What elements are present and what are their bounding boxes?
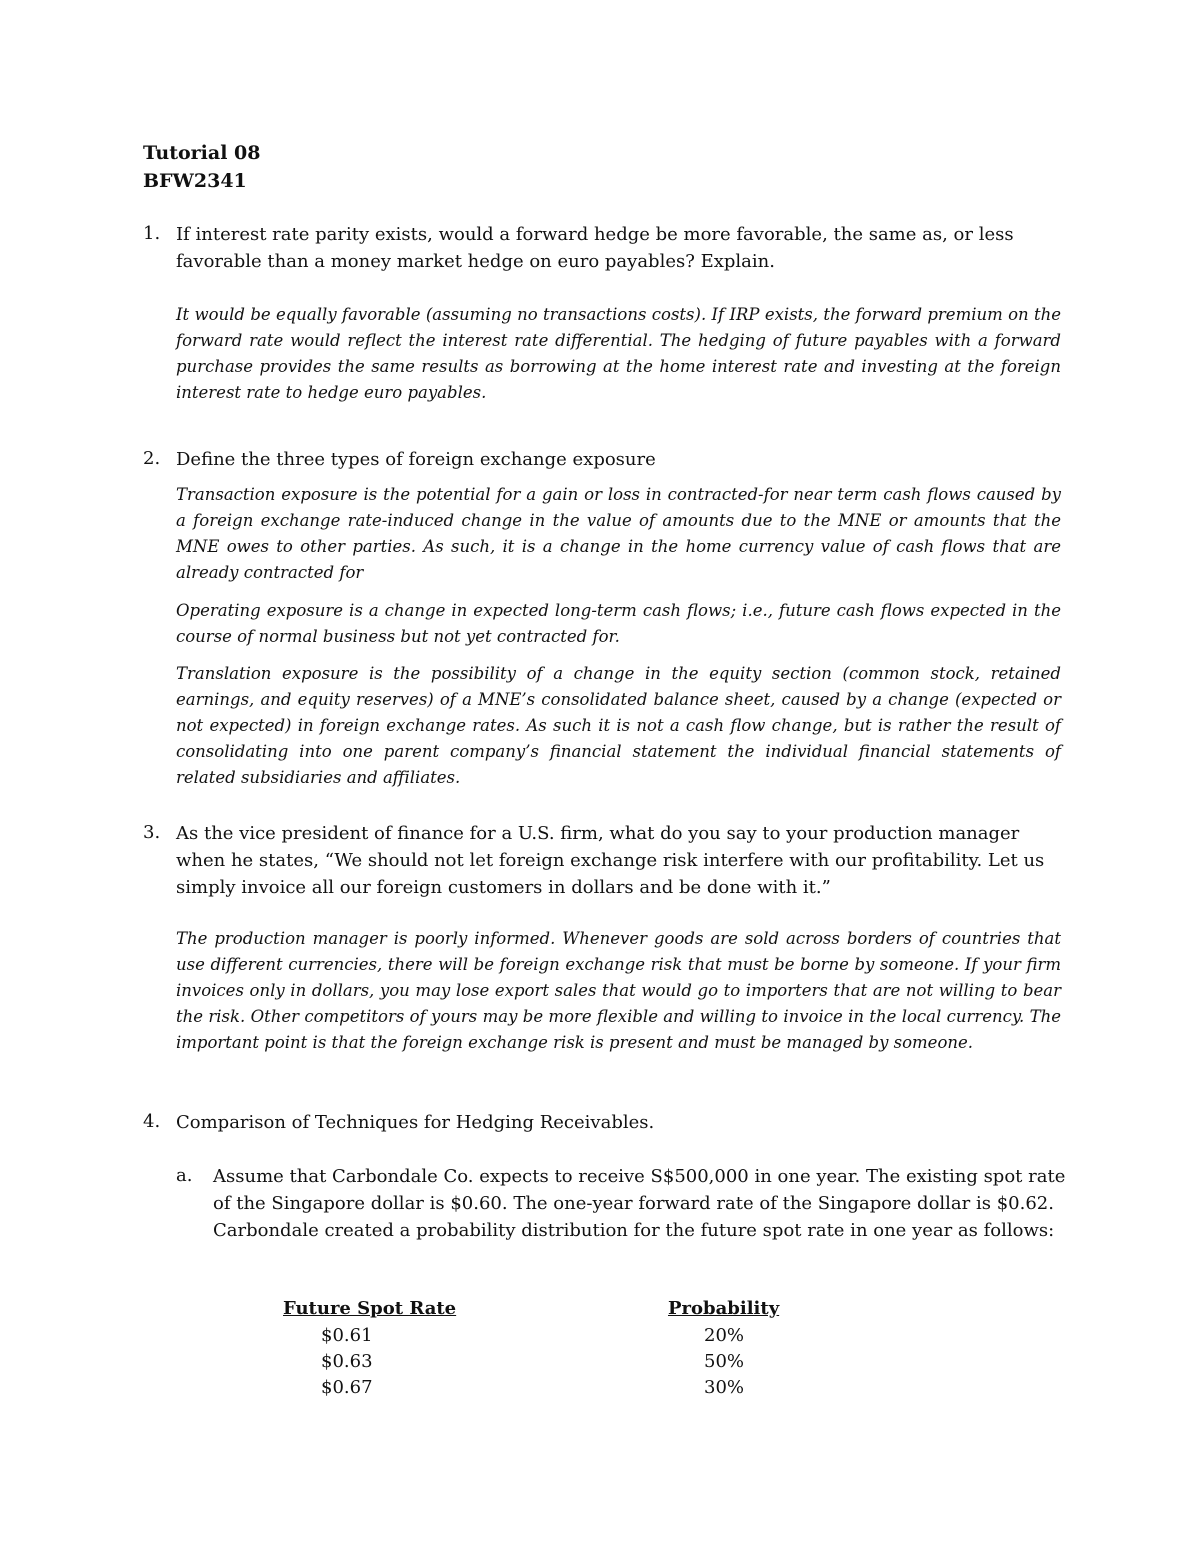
table-header: Probability — [668, 1298, 780, 1319]
course-code: BFW2341 — [143, 170, 247, 192]
answer-paragraph: It would be equally favorable (assuming no transactions costs). If IRP exists, the forward premium on the forward rate would reflect the interest rate differential. The hedging of future payables with a forward purchase provides the same results as borrowing at the home interest rate and investing at the foreign interest rate to hedge euro payables. — [176, 305, 1061, 402]
table-cell: 50% — [704, 1351, 745, 1372]
sub-question-text: Assume that Carbondale Co. expects to receive S$500,000 in one year. The existing spot rate of the Singapore dollar is $0.60. The one-year forward rate of the Singapore dollar is $0.62. Carbondale created a probability distribution for the future spot rate in one year as follows: — [213, 1166, 1066, 1241]
question-number: 1. — [143, 223, 161, 244]
question-number: 4. — [143, 1111, 161, 1132]
answer-paragraph: The production manager is poorly informed. Whenever goods are sold across borders of countries that use different currencies, there will be foreign exchange risk that must be borne by someone. If your firm invoices only in dollars, you may lose export sales that would go to importers that are not willing to bear the risk. Other competitors of yours may be more flexible and willing to invoice in the local currency. The important point is that the foreign exchange risk is present and must be managed by someone. — [176, 929, 1061, 1052]
table-cell: $0.63 — [321, 1351, 373, 1372]
table-cell: $0.61 — [321, 1325, 373, 1346]
answer-paragraph: Translation exposure is the possibility of a change in the equity section (common stock, retained earnings, and equity reserves) of a MNE’s consolidated balance sheet, caused by a change (expected or not expected) in foreign exchange rates. As such it is not a cash flow change, but is rather the result of consolidating into one parent company’s financial statement the individual financial statements of related subsidiaries and affiliates. — [176, 664, 1061, 787]
question-number: 3. — [143, 822, 161, 843]
question-number: 2. — [143, 448, 161, 469]
answer-paragraph: Transaction exposure is the potential for a gain or loss in contracted-for near term cash flows caused by a foreign exchange rate-induced change in the value of amounts due to the MNE or amounts that the MNE owes to other parties. As such, it is a change in the home currency value of cash flows that are already contracted for — [176, 485, 1061, 582]
table-cell: 20% — [704, 1325, 745, 1346]
document-title: Tutorial 08 — [143, 142, 261, 164]
question-text: If interest rate parity exists, would a forward hedge be more favorable, the same as, or less favorable than a money market hedge on euro payables? Explain. — [176, 224, 1014, 272]
table-header: Future Spot Rate — [283, 1298, 457, 1319]
answer-paragraph: Operating exposure is a change in expected long-term cash flows; i.e., future cash flows expected in the course of normal business but not yet contracted for. — [176, 601, 1061, 646]
question-text: Comparison of Techniques for Hedging Receivables. — [176, 1112, 655, 1133]
question-text: As the vice president of finance for a U.S. firm, what do you say to your production manager when he states, “We should not let foreign exchange risk interfere with our profitability. Let us simply invoice all our foreign customers in dollars and be done with it.” — [176, 823, 1045, 898]
table-cell: $0.67 — [321, 1377, 373, 1398]
question-text: Define the three types of foreign exchange exposure — [176, 449, 656, 470]
sub-question-label: a. — [176, 1165, 193, 1186]
table-cell: 30% — [704, 1377, 745, 1398]
